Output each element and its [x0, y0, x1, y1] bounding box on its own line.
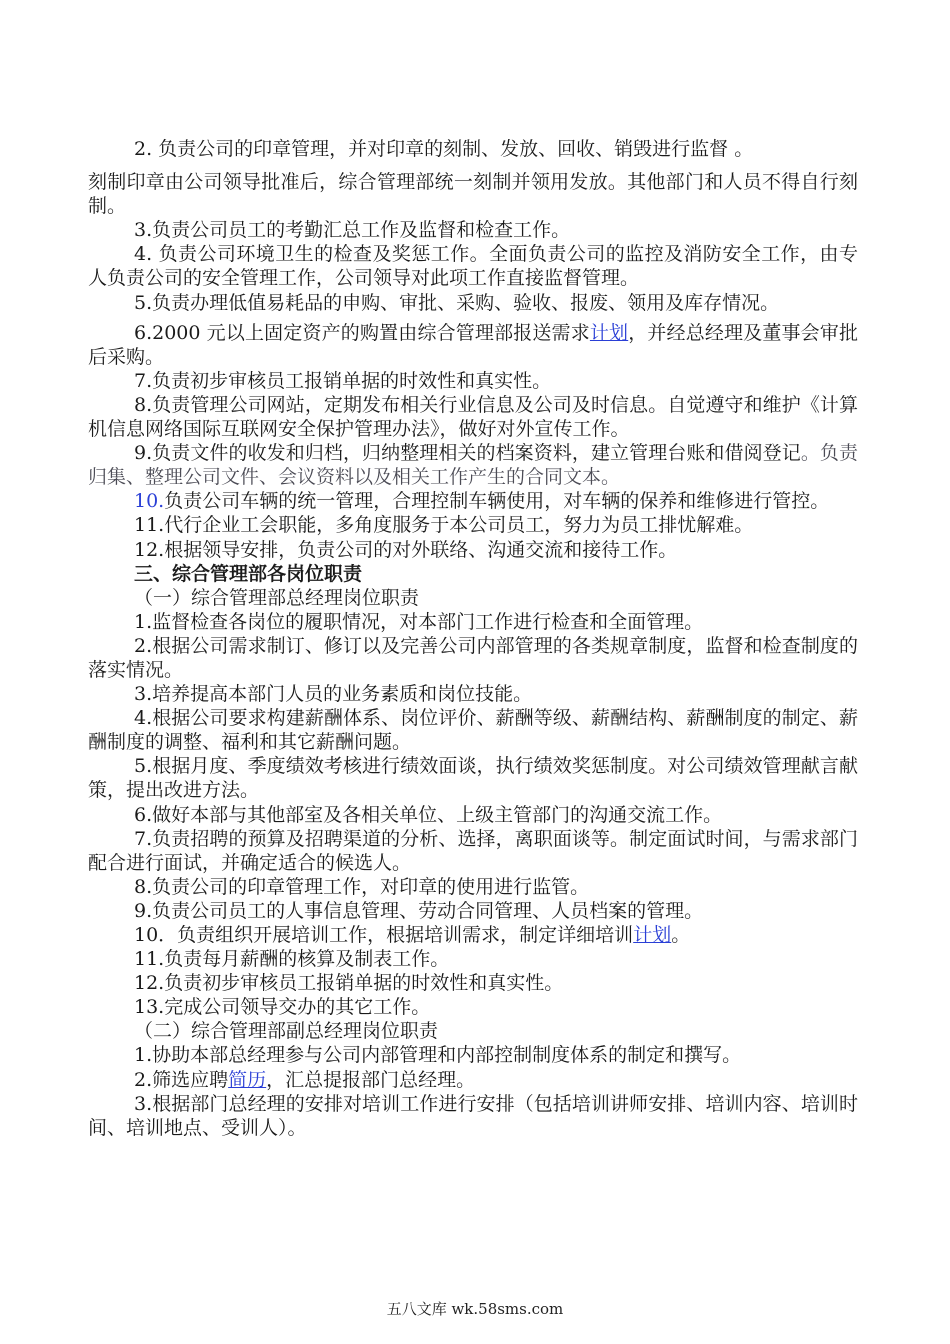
paragraph-union: 11.代行企业工会职能，多角度服务于本公司员工，努力为员工排忧解难。	[134, 514, 754, 537]
paragraph-reimbursement: 7.负责初步审核员工报销单据的时效性和真实性。	[134, 369, 552, 392]
gm-duty-12: 12.负责初步审核员工报销单据的时效性和真实性。	[134, 972, 564, 995]
gm-duty-13: 13.完成公司领导交办的其它工作。	[134, 996, 431, 1019]
paragraph-fixed-assets: 6.2000 元以上固定资产的购置由综合管理部报送需求计划，并经总经理及董事会审批后采购。	[88, 321, 858, 368]
gm-duty-11: 11.负责每月薪酬的核算及制表工作。	[134, 948, 450, 971]
paragraph-attendance: 3.负责公司员工的考勤汇总工作及监督和检查工作。	[134, 219, 571, 242]
gm-duty-5: 5.根据月度、季度绩效考核进行绩效面谈，执行绩效奖惩制度。对公司绩效管理献言献策，提出改进方法。	[88, 755, 858, 802]
gm-duty-9: 9.负责公司员工的人事信息管理、劳动合同管理、人员档案的管理。	[134, 899, 704, 922]
gm-duty-10: 10．负责组织开展培训工作，根据培训需求，制定详细培训计划。	[134, 924, 691, 946]
paragraph-vehicles: 10.负责公司车辆的统一管理，合理控制车辆使用，对车辆的保养和维修进行管控。	[134, 490, 830, 513]
deputy-duty-3: 3.根据部门总经理的安排对培训工作进行安排（包括培训讲师安排、培训内容、培训时间、培训地点、受训人）。	[88, 1092, 858, 1139]
deputy-duty-1: 1.协助本部总经理参与公司内部管理和内部控制制度体系的制定和撰写。	[134, 1044, 742, 1067]
paragraph-liaison: 12.根据领导安排，负责公司的对外联络、沟通交流和接待工作。	[134, 538, 678, 561]
gm-duty-7: 7.负责招聘的预算及招聘渠道的分析、选择，离职面谈等。制定面试时间，与需求部门配合进行面试，并确定适合的候选人。	[88, 827, 858, 874]
gm-duty-3: 3.培养提高本部门人员的业务素质和岗位技能。	[134, 683, 533, 706]
gm-duty-1: 1.监督检查各岗位的履职情况，对本部门工作进行检查和全面管理。	[134, 610, 704, 633]
paragraph-environment-security: 4. 负责公司环境卫生的检查及奖惩工作。全面负责公司的监控及消防安全工作，由专人负责公司的安全管理工作，公司领导对此项工作直接监督管理。	[88, 243, 858, 290]
training-plan-link[interactable]: 计划	[633, 924, 672, 946]
section-heading: 三、综合管理部各岗位职责	[134, 562, 363, 585]
paragraph-website: 8.负责管理公司网站，定期发布相关行业信息及公司及时信息。自觉遵守和维护《计算机信息网络国际互联网安全保护管理办法》，做好对外宣传工作。	[88, 393, 858, 441]
gm-duty-6: 6.做好本部与其他部室及各相关单位、上级主管部门的沟通交流工作。	[134, 803, 723, 826]
deputy-duty-2: 2.筛选应聘简历，汇总提报部门总经理。	[134, 1068, 476, 1091]
resume-link[interactable]: 简历	[228, 1068, 267, 1091]
plan-link[interactable]: 计划	[589, 321, 629, 344]
subsection-heading-deputy: （二）综合管理部副总经理岗位职责	[134, 1020, 439, 1043]
subsection-heading-gm: （一）综合管理部总经理岗位职责	[134, 586, 420, 609]
paragraph-documents: 9.负责文件的收发和归档，归纳整理相关的档案资料，建立管理台账和借阅登记。负责归集、整理公司文件、会议资料以及相关工作产生的合同文本。	[88, 442, 858, 489]
page-footer: 五八文库 wk.58sms.com	[386, 1300, 564, 1318]
gm-duty-8: 8.负责公司的印章管理工作，对印章的使用进行监管。	[134, 875, 590, 898]
paragraph-seal-management: 2. 负责公司的印章管理，并对印章的刻制、发放、回收、销毁进行监督 。	[134, 138, 754, 160]
document-body	[88, 137, 858, 1140]
paragraph-consumables: 5.负责办理低值易耗品的申购、审批、采购、验收、报废、领用及库存情况。	[134, 291, 780, 314]
gm-duty-2: 2.根据公司需求制订、修订以及完善公司内部管理的各类规章制度，监督和检查制度的落实情况。	[88, 634, 858, 681]
paragraph-seal-engraving: 刻制印章由公司领导批准后，综合管理部统一刻制并领用发放。其他部门和人员不得自行刻制。	[88, 171, 858, 218]
gm-duty-4: 4.根据公司要求构建薪酬体系、岗位评价、薪酬等级、薪酬结构、薪酬制度的制定、薪酬制度的调整、福利和其它薪酬问题。	[88, 707, 858, 754]
